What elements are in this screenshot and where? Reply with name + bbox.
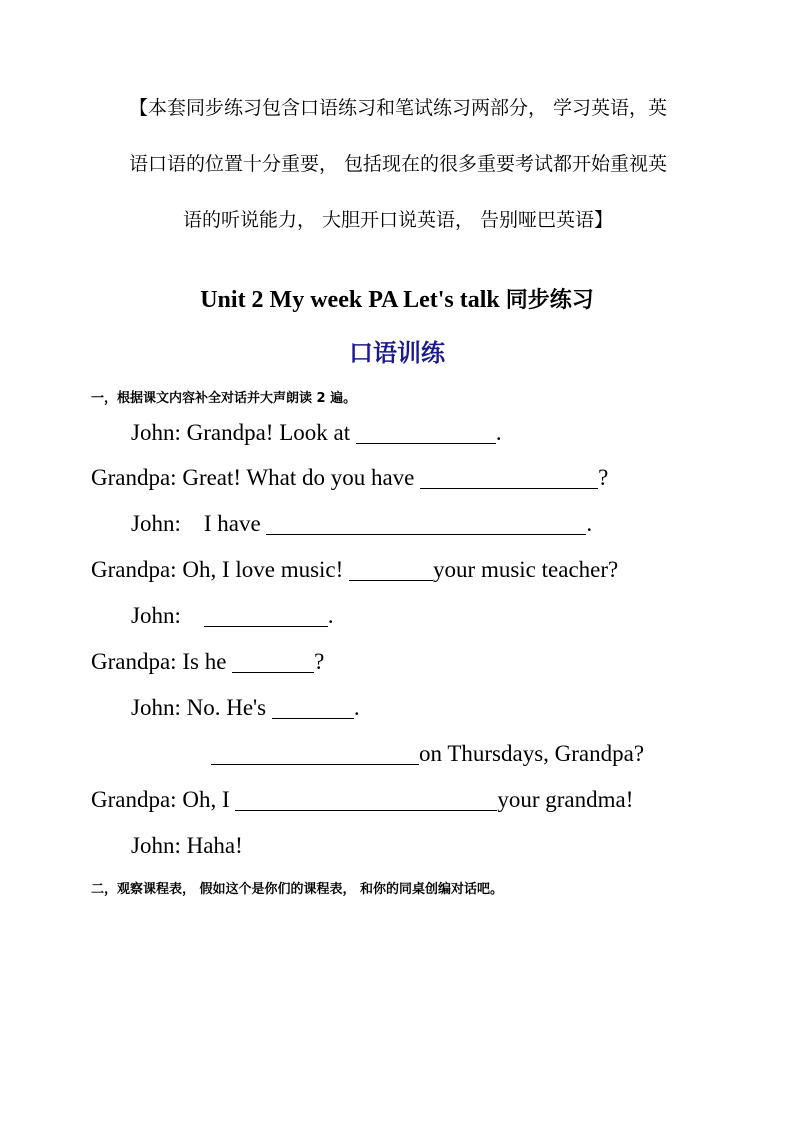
- line-text: Grandpa! Look at: [186, 420, 356, 445]
- line-text: No. He's: [186, 695, 272, 720]
- line-text: Oh, I love music!: [182, 557, 350, 582]
- speaker: Grandpa:: [91, 465, 183, 490]
- answer-blank[interactable]: [204, 604, 328, 627]
- speaker: John:: [131, 420, 187, 445]
- line-end: your grandma!: [497, 787, 634, 812]
- dialogue-line-3: [131, 511, 592, 537]
- answer-blank[interactable]: [235, 788, 497, 811]
- line-text: Oh, I: [182, 787, 236, 812]
- answer-blank[interactable]: [272, 696, 354, 719]
- intro-line-3: 语的听说能力， 大胆开口说英语， 告别哑巴英语】: [182, 209, 614, 231]
- speaker: Grandpa:: [91, 557, 183, 582]
- answer-blank[interactable]: [420, 466, 598, 489]
- speaker: John:: [131, 695, 187, 720]
- dialogue-line-1: [131, 420, 502, 446]
- line-end: ?: [598, 465, 609, 490]
- dialogue-line-5: [131, 603, 334, 629]
- dialogue-line-10: [131, 833, 243, 859]
- line-text: Haha!: [186, 833, 243, 858]
- line-end: your music teacher?: [433, 557, 619, 582]
- dialogue-line-8: [211, 741, 644, 767]
- line-text: Great! What do you have: [182, 465, 421, 490]
- dialogue-line-2: [91, 465, 608, 491]
- intro-note: [88, 80, 708, 248]
- dialogue-line-7: [131, 695, 360, 721]
- dialogue-line-6: [91, 649, 324, 675]
- answer-blank[interactable]: [349, 558, 433, 581]
- line-end: .: [495, 420, 502, 445]
- line-text: Is he: [182, 649, 233, 674]
- intro-line-1: 【本套同步练习包含口语练习和笔试练习两部分， 学习英语，英: [128, 97, 668, 119]
- speaker: Grandpa:: [91, 787, 183, 812]
- line-end: ?: [314, 649, 325, 674]
- title-english: Unit 2 My week PA Let's talk: [200, 287, 506, 313]
- intro-line-2: 语口语的位置十分重要， 包括现在的很多重要考试都开始重视英: [128, 153, 668, 175]
- answer-blank[interactable]: [232, 650, 314, 673]
- speaker: John:: [131, 603, 204, 628]
- dialogue-line-9: [91, 787, 633, 813]
- answer-blank[interactable]: [266, 512, 586, 535]
- instruction-2: 二，观察课程表， 假如这个是你们的课程表， 和你的同桌创编对话吧。: [91, 882, 504, 897]
- speaker: John:: [131, 833, 187, 858]
- dialogue-line-4: [91, 557, 618, 583]
- line-text: I have: [203, 511, 267, 536]
- line-end: .: [327, 603, 334, 628]
- title-chinese: 同步练习: [505, 288, 594, 313]
- speaker: Grandpa:: [91, 649, 183, 674]
- speaker: John:: [131, 511, 204, 536]
- line-end: .: [586, 511, 593, 536]
- answer-blank[interactable]: [356, 421, 496, 444]
- answer-blank[interactable]: [211, 742, 419, 765]
- instruction-1: 一，根据课文内容补全对话并大声朗读 2 遍。: [91, 391, 357, 406]
- page-title: [0, 283, 794, 314]
- line-end: .: [353, 695, 360, 720]
- section-subtitle: 口语训练: [349, 339, 445, 367]
- line-end: on Thursdays, Grandpa?: [419, 741, 645, 766]
